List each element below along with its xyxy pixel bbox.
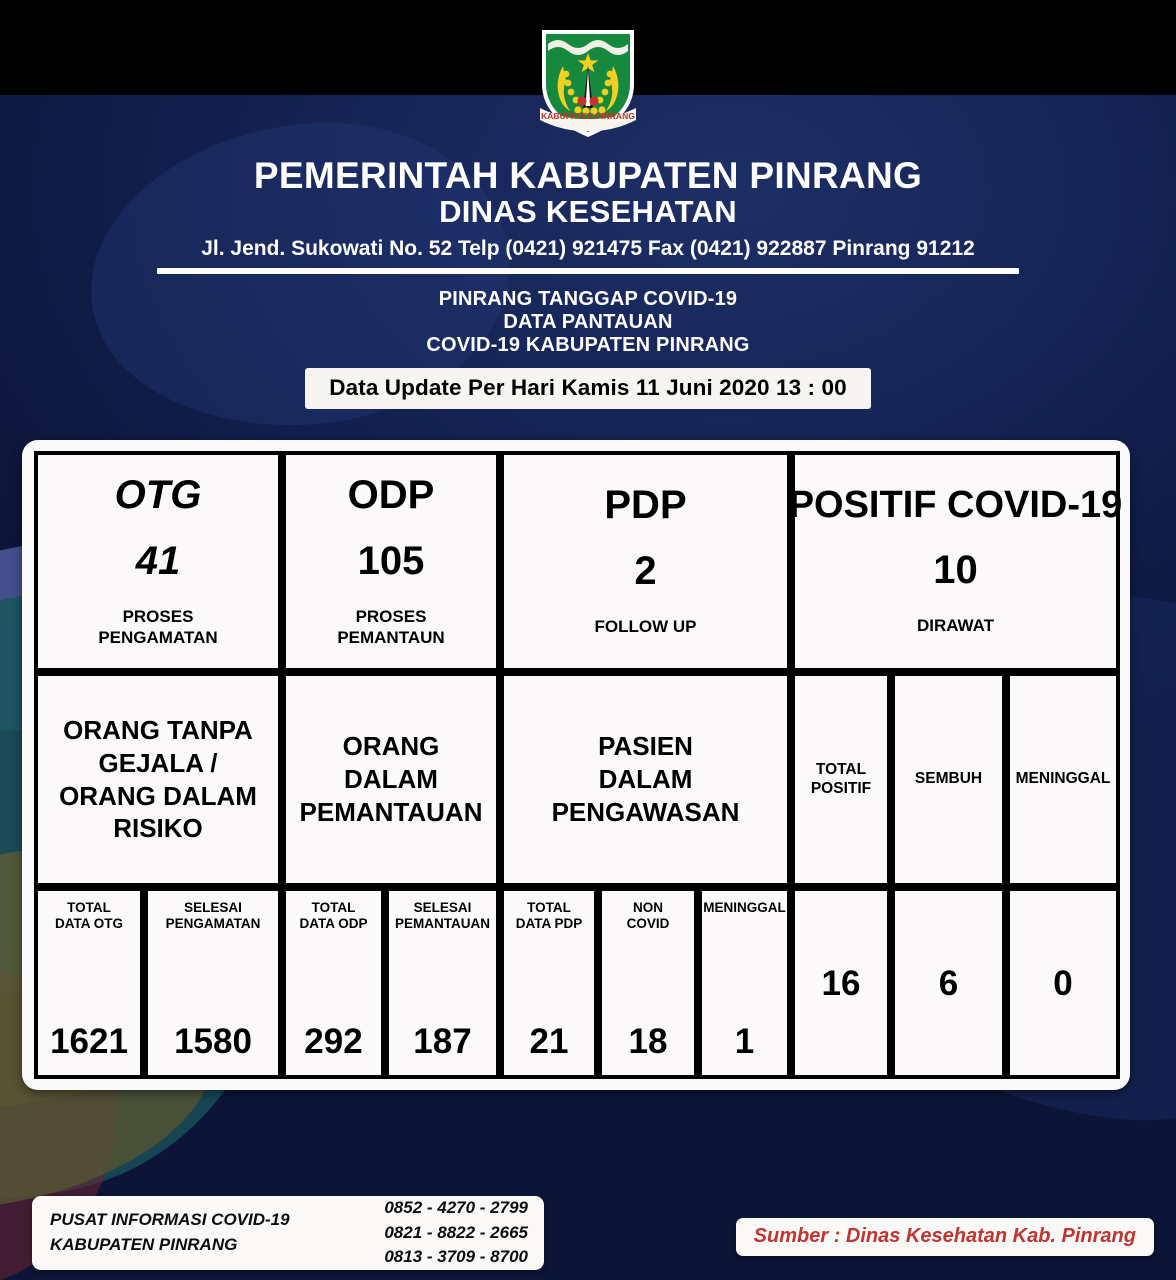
statistics-table: [22, 440, 1130, 1090]
detail-selesai-pemantauan-value: 187: [413, 1022, 472, 1061]
contact-phone-1: 0852 - 4270 - 2799: [384, 1198, 528, 1218]
value-meninggal: [1006, 887, 1120, 1079]
summary-title-pdp: PDP: [604, 483, 687, 528]
detail-total-data-otg-label-line-2: DATA OTG: [55, 916, 123, 932]
summary-caption-odp: [337, 607, 444, 647]
subtitle-line-3: COVID-19 KABUPATEN PINRANG: [426, 334, 750, 357]
summary-title-odp: ODP: [347, 473, 435, 518]
value-meninggal-number: 0: [1053, 963, 1073, 1003]
detail-total-data-odp-value: 292: [304, 1022, 363, 1061]
description-pdp-line-1: PASIEN: [598, 731, 693, 762]
summary-value-positif: 10: [933, 548, 978, 593]
header-total-positif: [791, 672, 891, 887]
detail-selesai-pengamatan-stack: [164, 891, 263, 1075]
description-otg: [34, 672, 282, 887]
summary-title-positif: POSITIF COVID-19: [788, 484, 1123, 527]
detail-selesai-pemantauan-label: [395, 900, 490, 932]
summary-card-otg: [34, 451, 282, 672]
contact-center-name-line-1: PUSAT INFORMASI COVID-19: [50, 1210, 290, 1230]
contact-center-name: [50, 1208, 290, 1257]
detail-total-data-otg-label: [55, 900, 123, 932]
contact-center-name-line-2: KABUPATEN PINRANG: [50, 1235, 238, 1254]
summary-caption-odp-line-2: PEMANTAUN: [337, 627, 445, 647]
detail-selesai-pengamatan: [144, 887, 282, 1079]
detail-non-covid-value: 18: [628, 1022, 668, 1061]
description-pdp-line-3: PENGAWASAN: [551, 796, 740, 827]
detail-total-data-odp-stack: [298, 891, 370, 1075]
detail-total-data-odp-label-line-1: TOTAL: [311, 900, 356, 915]
header-total-positif-line-1: TOTAL: [815, 760, 867, 778]
detail-non-covid-stack: [625, 891, 672, 1075]
contact-info-box: [32, 1196, 544, 1270]
header-sembuh: [891, 672, 1006, 887]
description-odp-line-2: DALAM: [344, 764, 438, 795]
detail-non-covid-label-line-2: COVID: [626, 916, 670, 932]
description-odp-text: [300, 730, 483, 828]
detail-selesai-pemantauan-stack: [393, 891, 492, 1075]
summary-value-pdp: 2: [634, 549, 657, 594]
summary-caption-otg: [98, 607, 217, 647]
value-sembuh-number: 6: [938, 963, 959, 1003]
header-total-positif-text: [811, 761, 871, 798]
header-meninggal: [1006, 672, 1120, 887]
summary-card-positif: [788, 451, 1123, 672]
description-otg-line-3: ORANG DALAM: [59, 780, 257, 811]
summary-card-odp: [282, 451, 500, 672]
description-pdp-text: [552, 730, 740, 828]
summary-value-otg: 41: [135, 539, 181, 584]
summary-caption-pdp: FOLLOW UP: [594, 617, 697, 637]
description-pdp-line-2: DALAM: [598, 764, 693, 795]
value-sembuh: [891, 887, 1006, 1079]
poster-subtitle: [0, 288, 1176, 356]
contact-phone-3: 0813 - 3709 - 8700: [384, 1247, 528, 1267]
detail-total-data-odp: [282, 887, 385, 1079]
statistics-grid: [34, 451, 1123, 1080]
summary-caption-otg-line-1: PROSES: [122, 607, 194, 627]
description-odp: [282, 672, 500, 887]
detail-selesai-pengamatan-label: [166, 900, 261, 932]
header-sembuh-text: SEMBUH: [914, 770, 983, 788]
detail-total-data-otg: [34, 887, 144, 1079]
government-title-line-1: PEMERINTAH KABUPATEN PINRANG: [253, 155, 923, 196]
source-attribution-text: Sumber : Dinas Kesehatan Kab. Pinrang: [753, 1225, 1136, 1247]
detail-selesai-pengamatan-label-line-1: SELESAI: [184, 900, 242, 915]
value-total-positif-number: 16: [821, 963, 861, 1003]
value-total-positif: [791, 887, 891, 1079]
detail-selesai-pemantauan-label-line-2: PEMANTAUAN: [395, 916, 490, 932]
summary-title-otg: OTG: [114, 473, 202, 518]
summary-caption-otg-line-2: PENGAMATAN: [98, 627, 218, 647]
detail-total-data-otg-value: 1621: [50, 1022, 128, 1061]
detail-total-data-pdp-label-line-1: TOTAL: [527, 900, 571, 915]
detail-selesai-pengamatan-value: 1580: [174, 1022, 252, 1061]
description-otg-line-4: RISIKO: [113, 813, 203, 844]
summary-card-pdp: [500, 451, 791, 672]
description-otg-line-2: GEJALA /: [98, 747, 218, 778]
detail-total-data-otg-label-line-1: TOTAL: [67, 900, 111, 915]
detail-total-data-pdp-label: [516, 900, 583, 932]
summary-caption-odp-line-1: PROSES: [355, 607, 427, 627]
detail-total-data-odp-label-line-2: DATA ODP: [299, 916, 368, 932]
detail-meninggal-pdp-value: 1: [734, 1022, 755, 1061]
detail-non-covid-label-line-1: NON: [632, 900, 663, 915]
pinrang-regency-crest-icon: [526, 22, 650, 142]
subtitle-line-2: DATA PANTAUAN: [503, 311, 673, 334]
data-update-banner: Data Update Per Hari Kamis 11 Juni 2020 13 : 00: [305, 368, 870, 409]
detail-non-covid-label: [627, 900, 670, 932]
detail-total-data-otg-stack: [48, 891, 130, 1075]
description-otg-line-1: ORANG TANPA: [63, 715, 253, 745]
summary-caption-positif: DIRAWAT: [916, 616, 995, 636]
detail-total-data-pdp: [500, 887, 598, 1079]
detail-selesai-pemantauan-label-line-1: SELESAI: [413, 900, 472, 915]
detail-total-data-pdp-label-line-2: DATA PDP: [515, 916, 583, 932]
detail-selesai-pemantauan: [385, 887, 500, 1079]
header-meninggal-text: MENINGGAL: [1015, 770, 1111, 788]
description-pdp: [500, 672, 791, 887]
detail-meninggal-pdp: [698, 887, 791, 1079]
detail-total-data-odp-label: [300, 900, 368, 932]
office-address: Jl. Jend. Sukowati No. 52 Telp (0421) 921475 Fax (0421) 922887 Pinrang 91212: [201, 237, 975, 261]
header-divider: [157, 268, 1019, 274]
contact-phone-2: 0821 - 8822 - 2665: [384, 1222, 528, 1242]
poster-header: [0, 0, 1176, 409]
detail-meninggal-pdp-label: MENINGGAL: [703, 900, 786, 915]
detail-non-covid: [598, 887, 698, 1079]
government-title-line-2: DINAS KESEHATAN: [439, 194, 737, 230]
detail-total-data-pdp-stack: [514, 891, 585, 1075]
description-odp-line-3: PEMANTAUAN: [299, 796, 483, 827]
source-attribution-box: [736, 1218, 1154, 1256]
contact-phone-list: [384, 1196, 528, 1270]
subtitle-line-1: PINRANG TANGGAP COVID-19: [438, 288, 738, 311]
detail-selesai-pengamatan-label-line-2: PENGAMATAN: [165, 916, 261, 932]
summary-value-odp: 105: [357, 539, 425, 584]
detail-total-data-pdp-value: 21: [529, 1022, 569, 1061]
detail-meninggal-pdp-stack: [701, 891, 788, 1075]
description-otg-text: [59, 714, 257, 845]
header-total-positif-line-2: POSITIF: [810, 779, 872, 797]
crest-ribbon-label: KABUPATEN PINRANG: [541, 111, 635, 121]
description-odp-line-1: ORANG: [342, 731, 440, 762]
